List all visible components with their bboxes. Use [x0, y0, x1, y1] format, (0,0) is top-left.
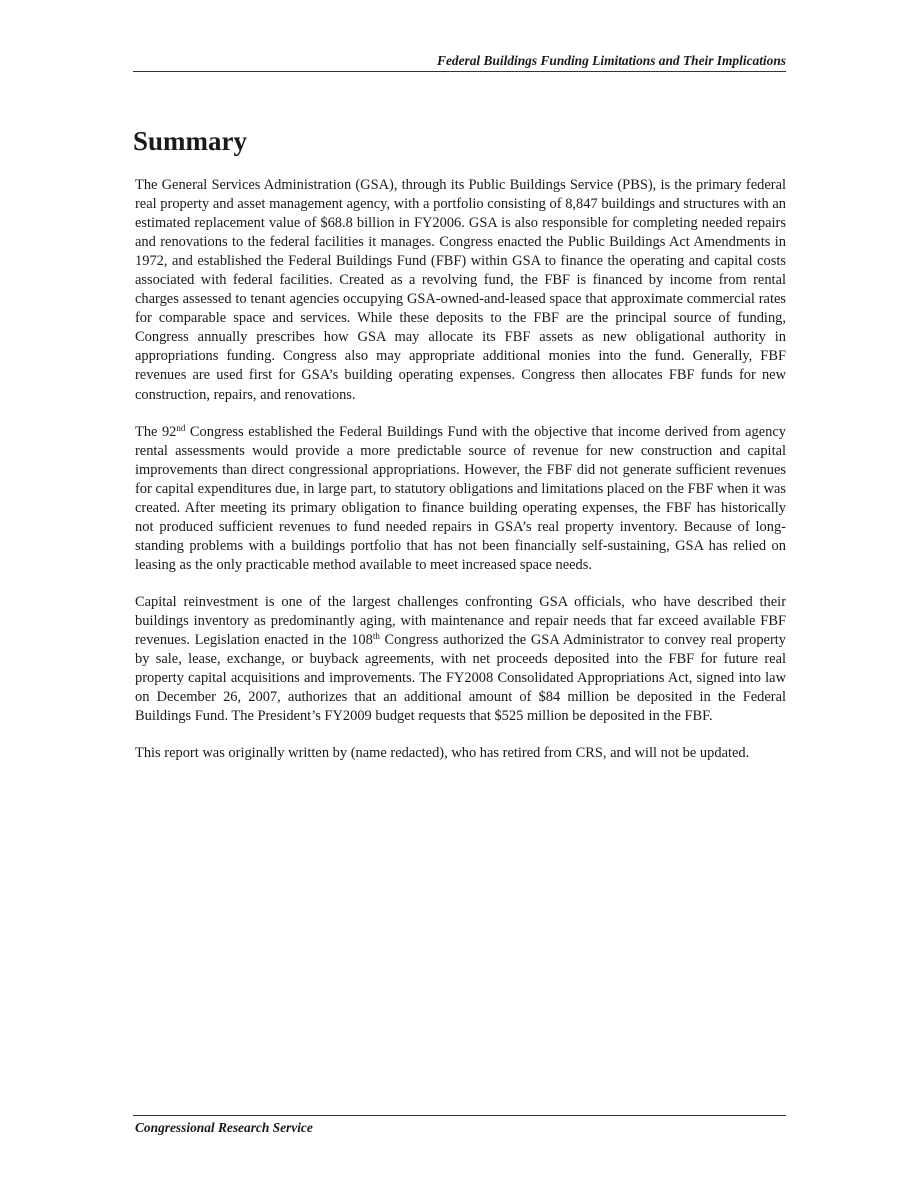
- header-rule: [133, 71, 786, 72]
- paragraph-fund-history-lead: The 92: [135, 423, 177, 440]
- ordinal-suffix: nd: [176, 422, 186, 433]
- paragraph-capital-reinvestment-text: Congress authorized the GSA Administrator to convey real property by sale, lease, exchange, or buyback agreements, with net proceeds deposited into the FBF for future real property capital acquisitions and improvements. The FY2008 Consolidated Appropriations Act, signed into law on December 26, 2007, authorizes that an additional amount of $84 million be deposited in the Federal Buildings Fund. The President’s FY2009 budget requests that $525 million be deposited in the FBF.: [135, 632, 787, 725]
- page-title: Summary: [133, 126, 247, 156]
- ordinal-suffix: th: [372, 631, 380, 642]
- paragraph-fund-history-text: Congress established the Federal Buildings Fund with the objective that income derived from agency rental assessments would provide a more predictable source of revenue for new construction and capital improvements than direct congressional appropriations. However, the FBF did not generate sufficient revenues for capital expenditures due, in large part, to statutory obligations and limitations placed on the FBF when it was created. After meeting its primary obligation to finance building operating expenses, the FBF has historically not produced sufficient revenues to fund needed repairs in GSA’s real property inventory. Because of long-standing problems with a buildings portfolio that has not been financially self-sustaining, GSA has relied on leasing as the only practicable method available to meet increased space needs.: [135, 423, 786, 573]
- paragraph-author-note: This report was originally written by (name redacted), who has retired from CRS, and will not be updated.: [135, 745, 750, 762]
- paragraph-fund-history: [135, 423, 786, 575]
- footer-rule: [133, 1115, 786, 1116]
- paragraph-capital-reinvestment-lead: Capital reinvestment is one of the largest challenges confronting GSA officials, who have described their buildings inventory as predominantly aging, with maintenance and repair needs that far exceed available FBF revenues. Legislation enacted in the 108: [135, 593, 786, 649]
- running-header: Federal Buildings Funding Limitations and Their Implications: [437, 53, 786, 68]
- paragraph-overview: The General Services Administration (GSA), through its Public Buildings Service (PBS), is the primary federal real property and asset management agency, with a portfolio consisting of 8,847 buildings and structures with an estimated replacement value of $68.8 billion in FY2006. GSA is also responsible for completing needed repairs and renovations to the federal facilities it manages. Congress enacted the Public Buildings Act Amendments in 1972, and established the Federal Buildings Fund (FBF) within GSA to finance the operating and capital costs associated with federal facilities. Created as a revolving fund, the FBF is financed by income from rental charges assessed to tenant agencies occupying GSA-owned-and-leased space that approximate commercial rates for comparable space and services. While these deposits to the FBF are the principal source of funding, Congress annually prescribes how GSA may allocate its FBF assets as new obligational authority in appropriations funding. Congress also may appropriate additional monies into the fund. Generally, FBF revenues are used first for GSA’s building operating expenses. Congress then allocates FBF funds for new construction, repairs, and renovations.: [135, 177, 786, 403]
- paragraph-capital-reinvestment: [135, 593, 786, 726]
- summary-body: [135, 176, 786, 781]
- running-footer: Congressional Research Service: [135, 1120, 313, 1135]
